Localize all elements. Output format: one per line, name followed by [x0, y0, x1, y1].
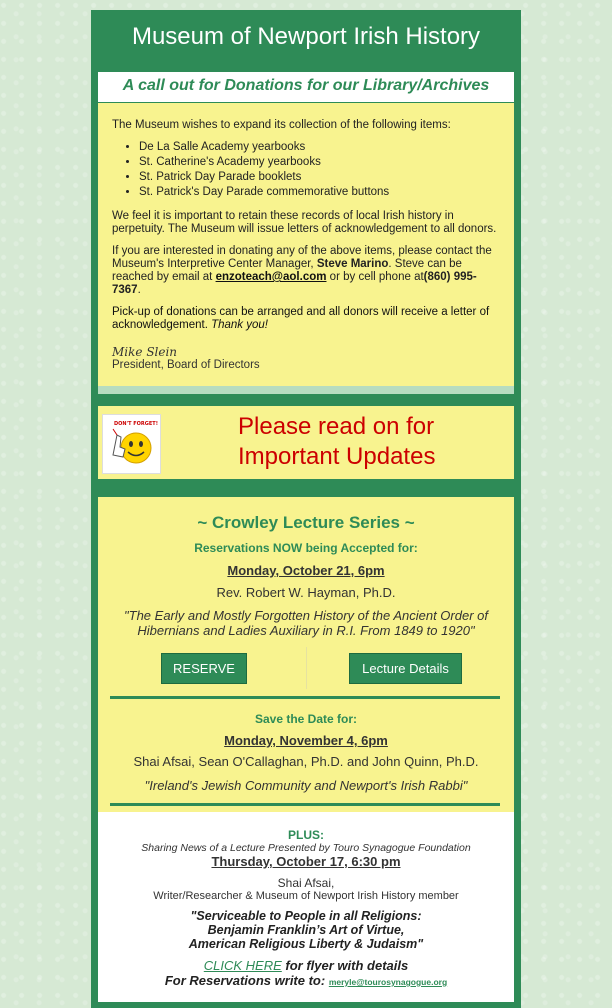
- lecture-date-1: Monday, October 21, 6pm: [227, 563, 385, 578]
- newsletter-frame: [91, 10, 521, 1008]
- intro-paragraph-2: We feel it is important to retain these records of local Irish history in perpetuity. The Museum will issue letters of acknowledgement to all donors.: [112, 210, 497, 235]
- touro-title-line-1: "Serviceable to People in all Religions:: [190, 909, 422, 923]
- donations-section: [98, 103, 514, 386]
- button-divider: [306, 647, 307, 689]
- reservation-line: [98, 973, 514, 988]
- page-title-text: Museum of Newport Irish History: [131, 23, 481, 50]
- click-here-link[interactable]: CLICK HERE: [203, 958, 282, 973]
- contact-phone: (860) 995-7367: [112, 271, 477, 296]
- touro-speaker: Shai Afsai,: [277, 876, 335, 890]
- lecture-title-2: "Ireland's Jewish Community and Newport's Irish Rabbi": [144, 778, 468, 793]
- lecture-speaker-2: Shai Afsai, Sean O'Callaghan, Ph.D. and John Quinn, Ph.D.: [133, 754, 479, 769]
- flyer-line: [98, 958, 514, 973]
- contact-text-2: . Steve can be reached by email at: [112, 258, 462, 283]
- list-item: • St. Patrick Day Parade booklets: [139, 170, 500, 185]
- section-divider: [110, 696, 500, 699]
- flyer-text: for flyer with details: [281, 958, 409, 973]
- lecture-title-1: "The Early and Mostly Forgotten History of the Ancient Order of Hibernians and Ladies Auxiliary in R.I. From 1849 to 1920": [124, 608, 488, 638]
- pickup-text: Pick-up of donations can be arranged and all donors will receive a letter of acknowledgement.: [112, 306, 490, 331]
- sticker-text: DON'T FORGET!: [114, 421, 158, 427]
- donation-items-list: [112, 140, 500, 200]
- contact-name: Steve Marino: [316, 258, 389, 270]
- reservation-text: For Reservations write to:: [164, 973, 329, 988]
- signature-title: President, Board of Directors: [112, 359, 260, 371]
- list-item: • De La Salle Academy yearbooks: [139, 140, 500, 155]
- contact-email-link[interactable]: enzoteach@aol.com: [215, 271, 327, 283]
- touro-title-line-3: American Religious Liberty & Judaism": [188, 937, 424, 951]
- plus-label: PLUS:: [288, 828, 324, 842]
- intro-paragraph-3: [112, 245, 500, 297]
- contact-text-3: or by cell phone at: [326, 271, 424, 283]
- reserve-button[interactable]: RESERVE: [161, 653, 247, 684]
- list-item: • St. Patrick's Day Parade commemorative buttons: [139, 185, 500, 200]
- intro-lead: The Museum wishes to expand its collection of the following items:: [112, 119, 451, 131]
- updates-line-1: Please read on for: [238, 413, 435, 440]
- reservation-email-link[interactable]: meryle@tourosynagogue.org: [328, 977, 448, 987]
- touro-lecture-date: Thursday, October 17, 6:30 pm: [211, 854, 401, 869]
- touro-lecture-title: [98, 909, 514, 951]
- save-date-label: Save the Date for:: [254, 712, 358, 726]
- reservations-label: Reservations NOW being Accepted for:: [194, 541, 418, 555]
- page-title: [98, 22, 514, 72]
- thanks-text: Thank you!: [211, 319, 268, 331]
- lecture-speaker-1: Rev. Robert W. Hayman, Ph.D.: [216, 585, 396, 600]
- lecture-details-button[interactable]: Lecture Details: [349, 653, 462, 684]
- touro-speaker-role: Writer/Researcher & Museum of Newport Irish History member: [153, 890, 459, 902]
- touro-lecture-section: [98, 812, 514, 1002]
- signature: Mike Slein: [112, 345, 178, 359]
- lecture-date-2: Monday, November 4, 6pm: [224, 733, 388, 748]
- divider: [98, 386, 514, 394]
- contact-text-4: .: [137, 284, 141, 296]
- section-divider: [110, 803, 500, 806]
- important-updates-heading: [238, 412, 435, 472]
- donations-subtitle: A call out for Donations for our Library/Archives: [98, 72, 514, 102]
- contact-text: If you are interested in donating any of the above items, please contact the Museum's Interpretive Center Manager,: [112, 245, 492, 270]
- dont-forget-smiley-icon: [102, 414, 161, 474]
- crowley-lecture-section: [98, 497, 514, 812]
- updates-line-2: Important Updates: [238, 443, 436, 470]
- sharing-note: Sharing News of a Lecture Presented by Touro Synagogue Foundation: [141, 842, 471, 854]
- intro-paragraph-4: [112, 306, 500, 332]
- touro-title-line-2: Benjamin Franklin’s Art of Virtue,: [207, 923, 405, 937]
- updates-banner: [98, 406, 514, 479]
- list-item: • St. Catherine's Academy yearbooks: [139, 155, 500, 170]
- crowley-title: ~ Crowley Lecture Series ~: [197, 513, 415, 532]
